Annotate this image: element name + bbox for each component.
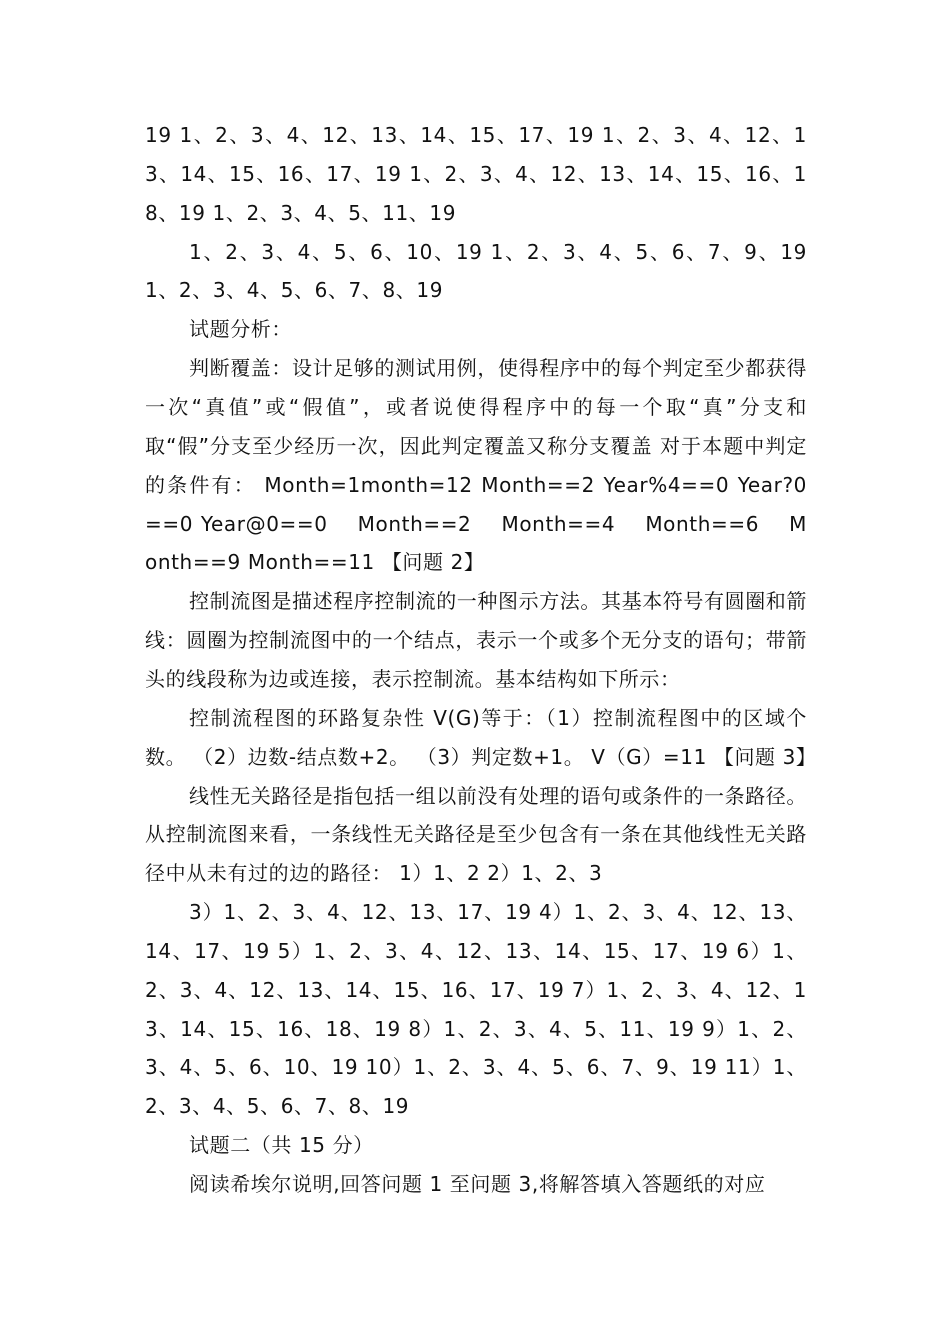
paragraph-control-flow-graph: 控制流图是描述程序控制流的一种图示方法。其基本符号有圆圈和箭线：圆圈为控制流图中的一个结点，表示一个或多个无分支的语句；带箭头的线段称为边或连接，表示控制流。基本结构如下所示： — [145, 589, 807, 691]
paragraph-path-list-1: 19 1、2、3、4、12、13、14、15、17、19 1、2、3、4、12、13、14、15、16、17、19 1、2、3、4、12、13、14、15、16、18、19 1、2、3、4、5、11、19 — [145, 123, 807, 225]
paragraph-independent-paths: 线性无关路径是指包括一组以前没有处理的语句或条件的一条路径。从控制流图来看，一条线性无关路径是至少包含有一条在其他线性无关路径中从未有过的边的路径： 1）1、2 2）1、2、3 — [145, 783, 807, 886]
paragraph-decision-coverage: 判断覆盖：设计足够的测试用例，使得程序中的每个判定至少都获得一次“真值”或“假值”，或者说使得程序中的每一个取“真”分支和取“假”分支至少经历一次，因此判定覆盖又称分支覆盖 对于本题中判定的条件有： Month=1month=12 Month==2 Year%4==0 Year?0==0 Year@0==0 Month==2 Month==4 Month==6 Month==9 Month==11 【问题 2】 — [145, 356, 807, 575]
heading-analysis: 试题分析： — [189, 317, 292, 342]
paragraph-path-enumeration: 3）1、2、3、4、12、13、17、19 4）1、2、3、4、12、13、14、17、19 5）1、2、3、4、12、13、14、15、17、19 6）1、2、3、4、12、13、14、15、16、17、19 7）1、2、3、4、12、13、14、15、16、18、19 8）1、2、3、4、5、11、19 9）1、2、3、4、5、6、10、19 10）1、2、3、4、5、6、7、9、19 11）1、2、3、4、5、6、7、8、19 — [145, 900, 807, 1119]
heading-question-two: 试题二（共 15 分） — [189, 1133, 374, 1158]
paragraph-path-list-2: 1、2、3、4、5、6、10、19 1、2、3、4、5、6、7、9、19 1、2、3、4、5、6、7、8、19 — [145, 239, 807, 303]
paragraph-instructions: 阅读希埃尔说明,回答问题 1 至问题 3,将解答填入答题纸的对应 — [189, 1172, 766, 1197]
document-page — [145, 116, 817, 1204]
paragraph-cyclomatic-complexity: 控制流程图的环路复杂性 V(G)等于：（1）控制流程图中的区域个数。 （2）边数-结点数+2。 （3）判定数+1。 V（G）=11 【问题 3】 — [145, 705, 817, 769]
